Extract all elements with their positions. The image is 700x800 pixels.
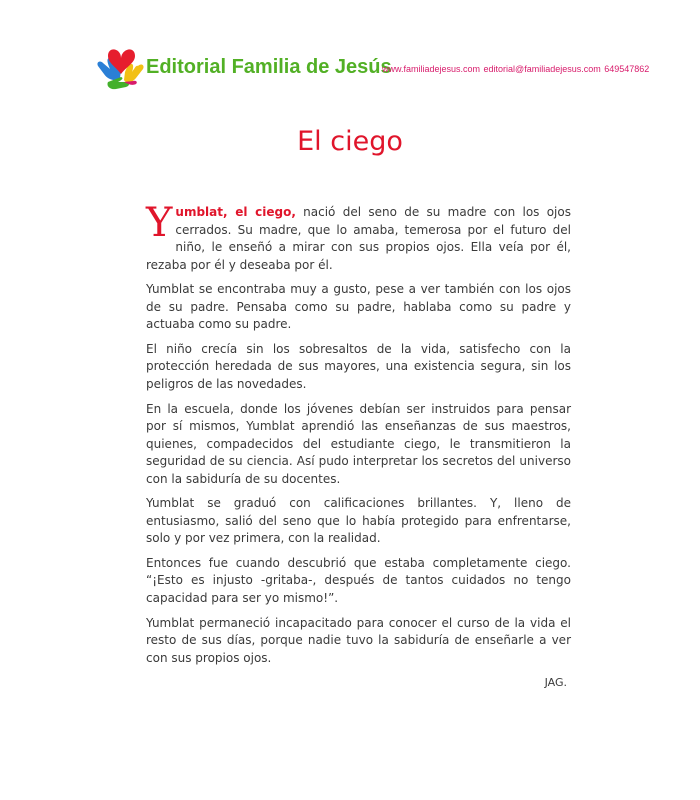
first-paragraph-text: nació del seno de su madre con los ojos cerrados. Su madre, que lo amaba, temerosa por el futuro del niño, le enseñó a mirar con sus propios ojos. Ella veía por él, rezaba por él y deseaba por él. — [146, 205, 571, 272]
paragraph: Yumblat se graduó con calificaciones brillantes. Y, lleno de entusiasmo, salió del seno que lo había protegido para enfrentarse, solo y por vez primera, con la realidad. — [146, 496, 571, 546]
paragraph: En la escuela, donde los jóvenes debían ser instruidos para pensar por sí mismos, Yumblat aprendió las enseñanzas de sus maestros, quienes, compadecidos del estudiante ciego, le transmitieron la seguridad de su ciencia. Así pudo interpretar los secretos del universo con la sabiduría de su docentes. — [146, 401, 571, 486]
paragraph: Yumblat permaneció incapacitado para conocer el curso de la vida el resto de sus días, porque nadie tuvo la sabiduría de enseñarle a ver con sus propios ojos. — [146, 615, 571, 665]
paragraph: El niño crecía sin los sobresaltos de la vida, satisfecho con la protección heredada de sus mayores, una existencia segura, sin los peligros de las novedades. — [146, 341, 571, 391]
drop-cap: Y — [146, 200, 173, 246]
author-signature: JAG. — [544, 676, 567, 690]
heart-hands-logo-icon — [94, 36, 148, 96]
story-title: El ciego — [297, 126, 403, 157]
header — [94, 36, 650, 96]
paragraph: Yumblat se encontraba muy a gusto, pese a ver también con los ojos de su padre. Pensaba como su padre, hablaba como su padre y actuaba como su padre. — [146, 282, 571, 332]
first-paragraph — [146, 200, 571, 274]
brand-name: Editorial Familia de Jesús — [146, 56, 392, 78]
paragraph: Entonces fue cuando descubrió que estaba completamente ciego. “¡Esto es injusto -gritaba-, después de tantos cuidados no tengo capacidad para ser yo mismo!”. — [146, 555, 571, 605]
story-body — [146, 200, 571, 692]
lead-text: umblat, el ciego, — [175, 205, 296, 219]
contact-info[interactable]: www.familiadejesus.com editorial@familiadejesus.com 649547862 — [382, 64, 650, 74]
